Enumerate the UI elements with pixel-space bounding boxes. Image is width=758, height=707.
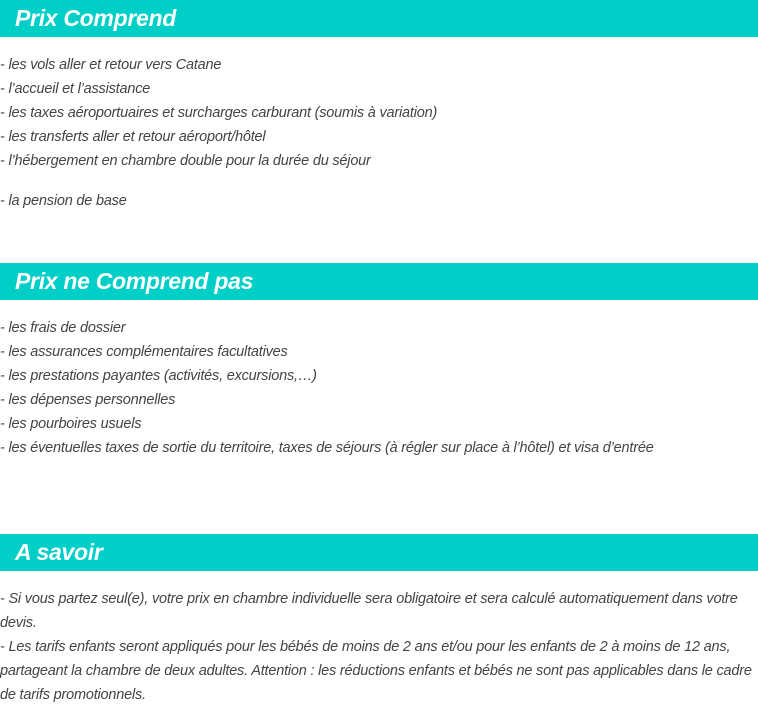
list-item: - les frais de dossier: [0, 320, 126, 336]
list-item: - l’hébergement en chambre double pour la durée du séjour: [0, 153, 371, 169]
section-title: Prix Comprend: [15, 5, 176, 31]
paragraph: - Les tarifs enfants seront appliqués pour les bébés de moins de 2 ans et/ou pour les enfants de 2 à moins de 12 ans, partageant la chambre de deux adultes. Attention : les réductions enfants et bébés ne sont pas applicables dans le cadre de tarifs promotionnels.: [0, 639, 752, 703]
section-body-prix-comprend: [0, 53, 752, 213]
list-item: - les pourboires usuels: [0, 416, 142, 432]
list-item: - les dépenses personnelles: [0, 392, 176, 408]
section-title: Prix ne Comprend pas: [15, 268, 254, 294]
list-item: - les vols aller et retour vers Catane: [0, 57, 222, 73]
list-item: - les éventuelles taxes de sortie du territoire, taxes de séjours (à régler sur place à l’hôtel) et visa d’entrée: [0, 440, 654, 456]
paragraph: - Si vous partez seul(e), votre prix en chambre individuelle sera obligatoire et sera calculé automatiquement dans votre devis.: [0, 591, 738, 631]
section-header-prix-ne-comprend-pas: [0, 263, 758, 300]
section-body-prix-ne-comprend-pas: [0, 316, 752, 460]
list-item: - la pension de base: [0, 193, 127, 209]
section-header-prix-comprend: [0, 0, 758, 37]
list-item: - les prestations payantes (activités, excursions,…): [0, 368, 317, 384]
section-title: A savoir: [15, 539, 103, 565]
list-item: - les assurances complémentaires facultatives: [0, 344, 288, 360]
section-body-a-savoir: [0, 587, 752, 707]
list-item: - l’accueil et l’assistance: [0, 81, 151, 97]
list-item: - les taxes aéroportuaires et surcharges carburant (soumis à variation): [0, 105, 438, 121]
section-header-a-savoir: [0, 534, 758, 571]
list-item: - les transferts aller et retour aéroport/hôtel: [0, 129, 266, 145]
